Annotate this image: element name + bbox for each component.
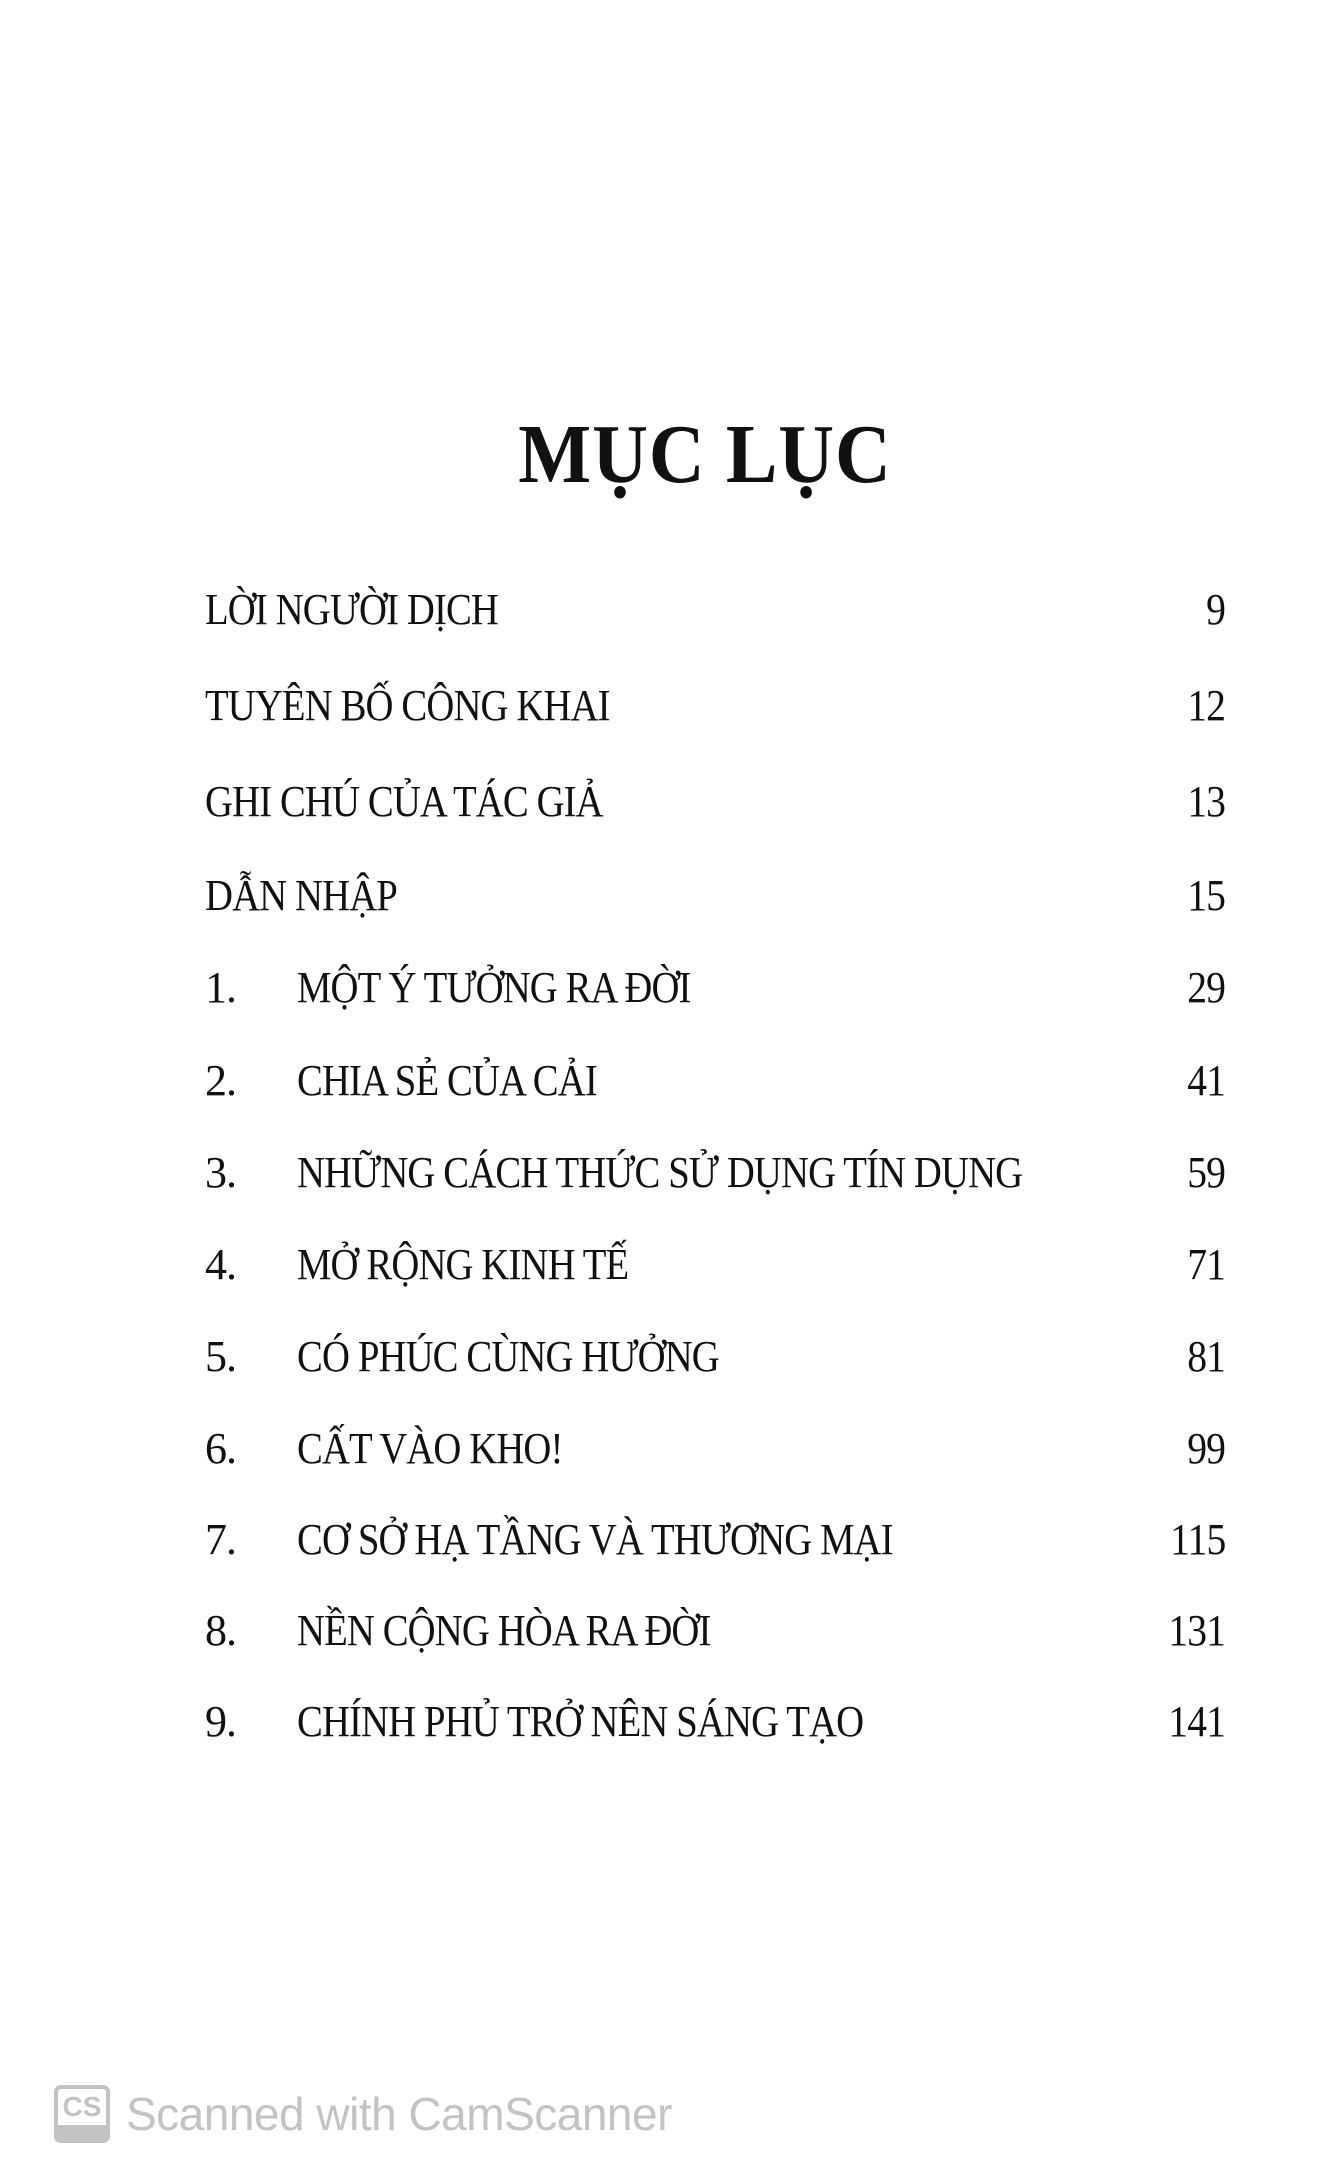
- logo-text: CS: [62, 2091, 102, 2122]
- toc-entry-label: DẪN NHẬP: [205, 871, 397, 920]
- toc-chapter-9[interactable]: [205, 1692, 1225, 1752]
- chapter-number: 3.: [205, 1148, 236, 1197]
- chapter-page: 115: [1169, 1515, 1225, 1564]
- toc-chapter-6[interactable]: [205, 1419, 1225, 1479]
- chapter-title: MỞ RỘNG KINH TẾ: [297, 1240, 629, 1289]
- toc-entry-label: GHI CHÚ CỦA TÁC GIẢ: [205, 777, 603, 826]
- camscanner-logo-icon: [54, 2085, 110, 2143]
- chapter-number: 8.: [205, 1606, 236, 1655]
- chapter-number: 1.: [205, 963, 236, 1012]
- chapter-title: NỀN CỘNG HÒA RA ĐỜI: [297, 1606, 711, 1655]
- toc-entry-disclosure[interactable]: [205, 676, 1225, 736]
- toc-entry-translator-preface[interactable]: [205, 580, 1225, 640]
- toc-entry-page: 15: [1187, 871, 1225, 920]
- chapter-page: 71: [1187, 1240, 1225, 1289]
- toc-entry-label: LỜI NGƯỜI DỊCH: [205, 585, 499, 634]
- watermark-text: Scanned with CamScanner: [126, 2088, 672, 2140]
- page-title: MỤC LỤC: [518, 408, 892, 502]
- chapter-page: 59: [1187, 1148, 1225, 1197]
- toc-entry-label: TUYÊN BỐ CÔNG KHAI: [205, 681, 610, 730]
- toc-chapter-8[interactable]: [205, 1601, 1225, 1661]
- chapter-title: CHÍNH PHỦ TRỞ NÊN SÁNG TẠO: [297, 1697, 864, 1746]
- chapter-number: 4.: [205, 1240, 236, 1289]
- toc-entry-page: 12: [1187, 681, 1225, 730]
- toc-chapter-4[interactable]: [205, 1235, 1225, 1295]
- chapter-number: 5.: [205, 1332, 236, 1381]
- chapter-title: CẤT VÀO KHO!: [297, 1424, 563, 1473]
- chapter-title: MỘT Ý TƯỞNG RA ĐỜI: [297, 963, 691, 1012]
- chapter-number: 2.: [205, 1056, 236, 1105]
- toc-chapter-7[interactable]: [205, 1510, 1225, 1570]
- toc-chapter-2[interactable]: [205, 1051, 1225, 1111]
- chapter-title: CÓ PHÚC CÙNG HƯỞNG: [297, 1332, 719, 1381]
- chapter-title: CHIA SẺ CỦA CẢI: [297, 1056, 597, 1105]
- chapter-number: 6.: [205, 1424, 236, 1473]
- chapter-number: 7.: [205, 1515, 236, 1564]
- chapter-page: 81: [1187, 1332, 1225, 1381]
- chapter-page: 99: [1187, 1424, 1225, 1473]
- chapter-page: 41: [1187, 1056, 1225, 1105]
- chapter-page: 29: [1187, 963, 1225, 1012]
- chapter-number: 9.: [205, 1697, 236, 1746]
- chapter-title: NHỮNG CÁCH THỨC SỬ DỤNG TÍN DỤNG: [297, 1148, 1023, 1197]
- chapter-title: CƠ SỞ HẠ TẦNG VÀ THƯƠNG MẠI: [297, 1515, 893, 1564]
- camscanner-watermark: [54, 2084, 672, 2144]
- toc-entry-introduction[interactable]: [205, 866, 1225, 926]
- chapter-page: 131: [1168, 1606, 1225, 1655]
- chapter-page: 141: [1168, 1697, 1225, 1746]
- toc-entry-page: 13: [1187, 777, 1225, 826]
- toc-entry-author-note[interactable]: [205, 772, 1225, 832]
- toc-chapter-3[interactable]: [205, 1143, 1225, 1203]
- toc-entry-page: 9: [1206, 585, 1225, 634]
- toc-chapter-5[interactable]: [205, 1327, 1225, 1387]
- toc-chapter-1[interactable]: [205, 958, 1225, 1018]
